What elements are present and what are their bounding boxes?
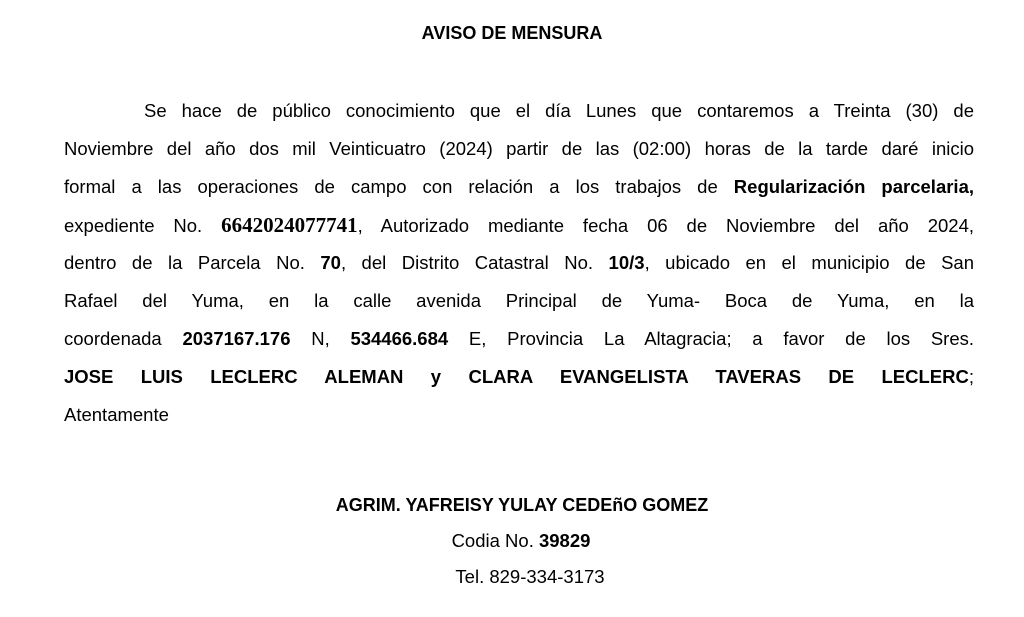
district-number: 10/3 <box>608 252 645 273</box>
closing-text: Atentamente <box>64 404 169 425</box>
paragraph-text: N, <box>290 328 351 349</box>
paragraph-line-7 <box>64 320 974 358</box>
paragraph-text: , ubicado en el municipio de San <box>644 252 975 273</box>
paragraph-line-8 <box>64 358 974 396</box>
paragraph-line-1 <box>64 92 974 130</box>
codia-label: Codia No. <box>451 530 539 551</box>
paragraph-line-5 <box>64 244 974 282</box>
parcel-number: 70 <box>320 252 341 273</box>
paragraph-text: E, Provincia La Altagracia; a favor de los Sres. <box>448 328 975 349</box>
paragraph-line-2 <box>64 130 974 168</box>
paragraph-text: expediente No. <box>64 215 222 236</box>
document-title: AVISO DE MENSURA <box>421 23 603 43</box>
coordinate-north: 2037167.176 <box>182 328 291 349</box>
paragraph-line-3 <box>64 168 974 206</box>
phone-line: Tel. 829-334-3173 <box>455 566 605 587</box>
codia-number: 39829 <box>538 530 591 551</box>
coordinate-east: 534466.684 <box>350 328 449 349</box>
paragraph-text: , del Distrito Catastral No. <box>340 252 609 273</box>
paragraph-text: , Autorizado mediante fecha 06 de Noviembre del año 2024, <box>357 215 974 236</box>
paragraph-text: dentro de la Parcela No. <box>64 252 321 273</box>
paragraph-text: formal a las operaciones de campo con relación a los trabajos de <box>64 176 734 197</box>
project-type: Regularización parcelaria, <box>733 176 974 197</box>
owner-names: JOSE LUIS LECLERC ALEMAN y CLARA EVANGELISTA TAVERAS DE LECLERC <box>64 366 969 387</box>
signatory-name: AGRIM. YAFREISY YULAY CEDEñO GOMEZ <box>335 495 709 515</box>
paragraph-line-4 <box>64 206 974 244</box>
paragraph-text: ; <box>968 366 974 387</box>
paragraph-text: Se hace de público conocimiento que el día Lunes que contaremos a Treinta (30) de <box>144 100 974 121</box>
closing-line <box>64 396 974 434</box>
paragraph-text: coordenada <box>64 328 183 349</box>
paragraph-line-6 <box>64 282 974 320</box>
codia-line <box>0 530 1024 552</box>
notice-paragraph <box>64 92 974 434</box>
paragraph-text: Rafael del Yuma, en la calle avenida Principal de Yuma- Boca de Yuma, en la <box>64 290 974 311</box>
file-number: 6642024077741 <box>221 213 358 237</box>
paragraph-text: Noviembre del año dos mil Veinticuatro (2024) partir de las (02:00) horas de la tarde daré inicio <box>64 138 974 159</box>
